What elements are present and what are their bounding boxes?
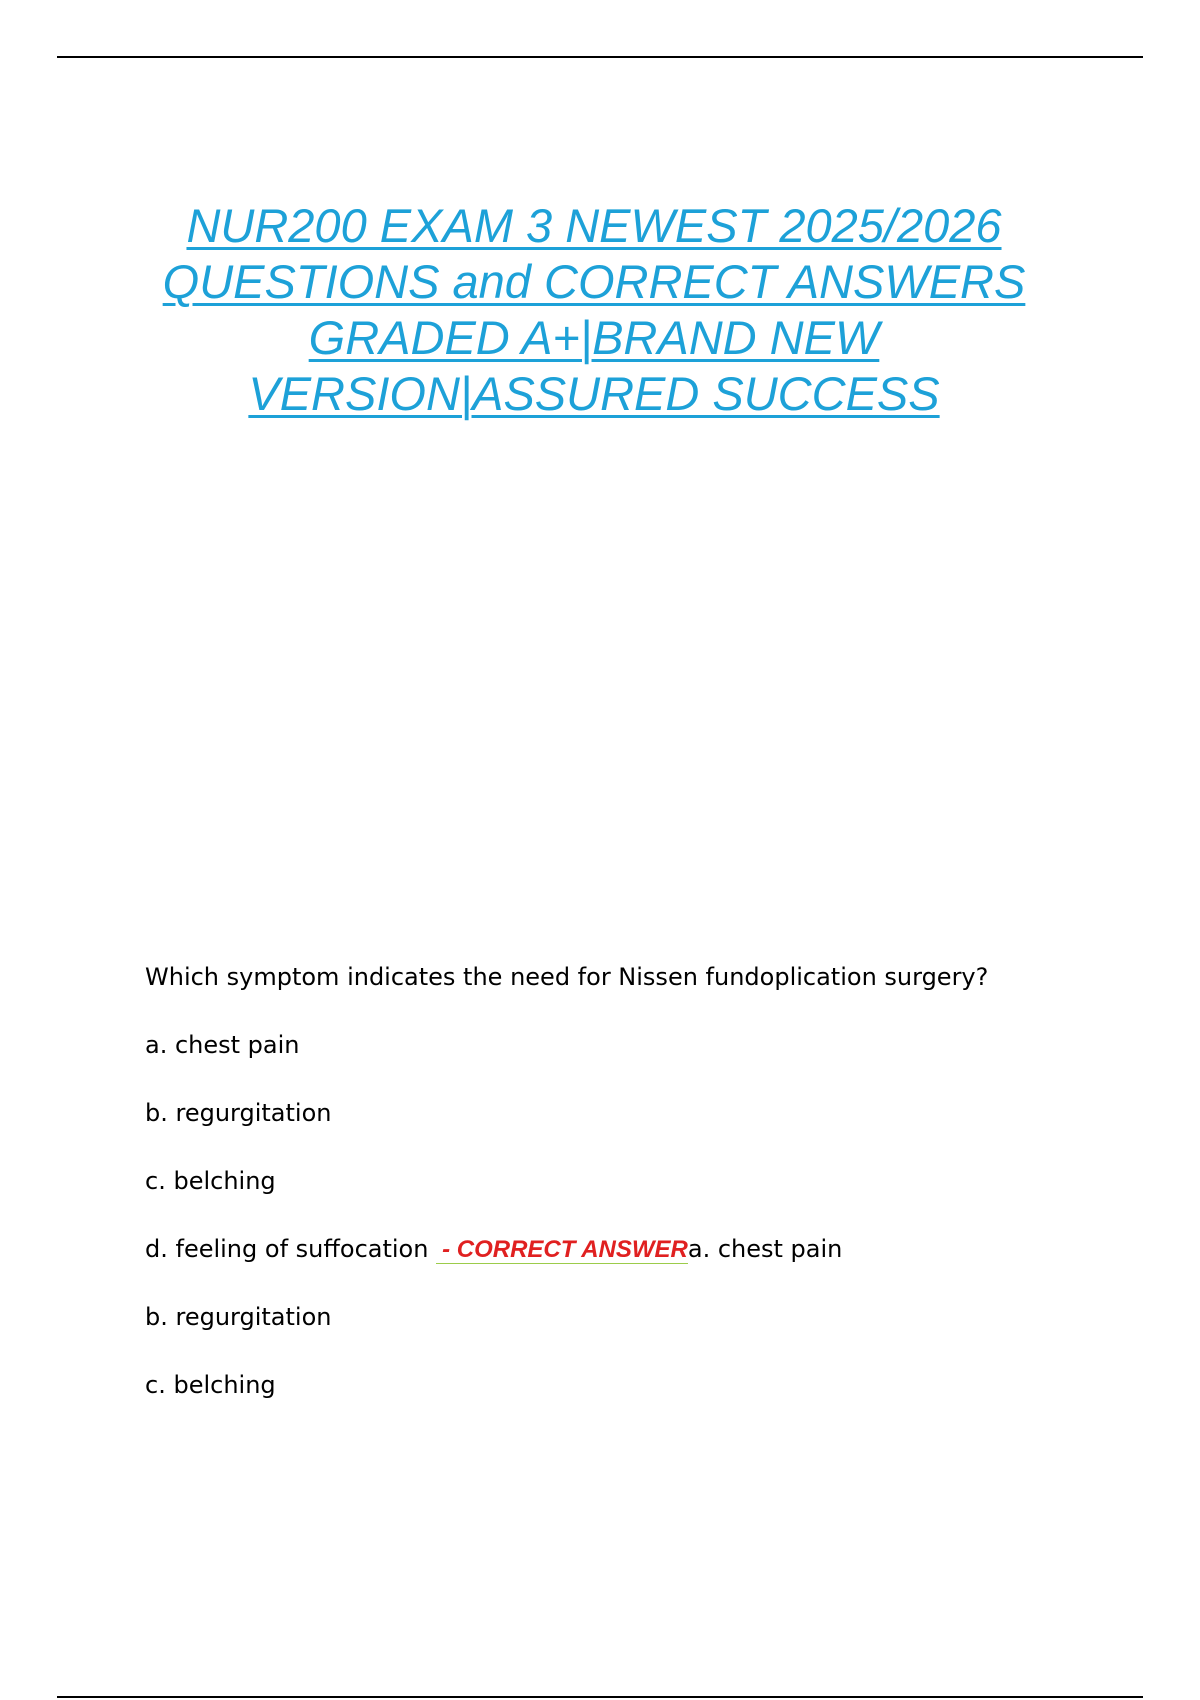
title-line[interactable]: GRADED A+|BRAND NEW <box>308 311 880 364</box>
question-block <box>145 960 1145 1436</box>
option-d-with-answer <box>145 1232 1145 1300</box>
question-prompt: Which symptom indicates the need for Nissen fundoplication surgery? <box>145 963 989 991</box>
document-title <box>100 198 1088 422</box>
correct-answer-label: - CORRECT ANSWER <box>436 1236 688 1264</box>
answer-line: c. belching <box>145 1371 276 1399</box>
title-line[interactable]: NUR200 EXAM 3 NEWEST 2025/2026 <box>186 199 1002 252</box>
top-rule <box>57 56 1143 58</box>
answer-line: b. regurgitation <box>145 1303 332 1331</box>
option-b: b. regurgitation <box>145 1099 332 1127</box>
answer-start: a. chest pain <box>687 1235 843 1263</box>
title-line[interactable]: QUESTIONS and CORRECT ANSWERS <box>162 255 1026 308</box>
title-line[interactable]: VERSION|ASSURED SUCCESS <box>248 367 940 420</box>
bottom-rule <box>57 1696 1143 1698</box>
option-c: c. belching <box>145 1167 276 1195</box>
option-d: d. feeling of suffocation <box>145 1235 437 1263</box>
option-a: a. chest pain <box>145 1031 300 1059</box>
